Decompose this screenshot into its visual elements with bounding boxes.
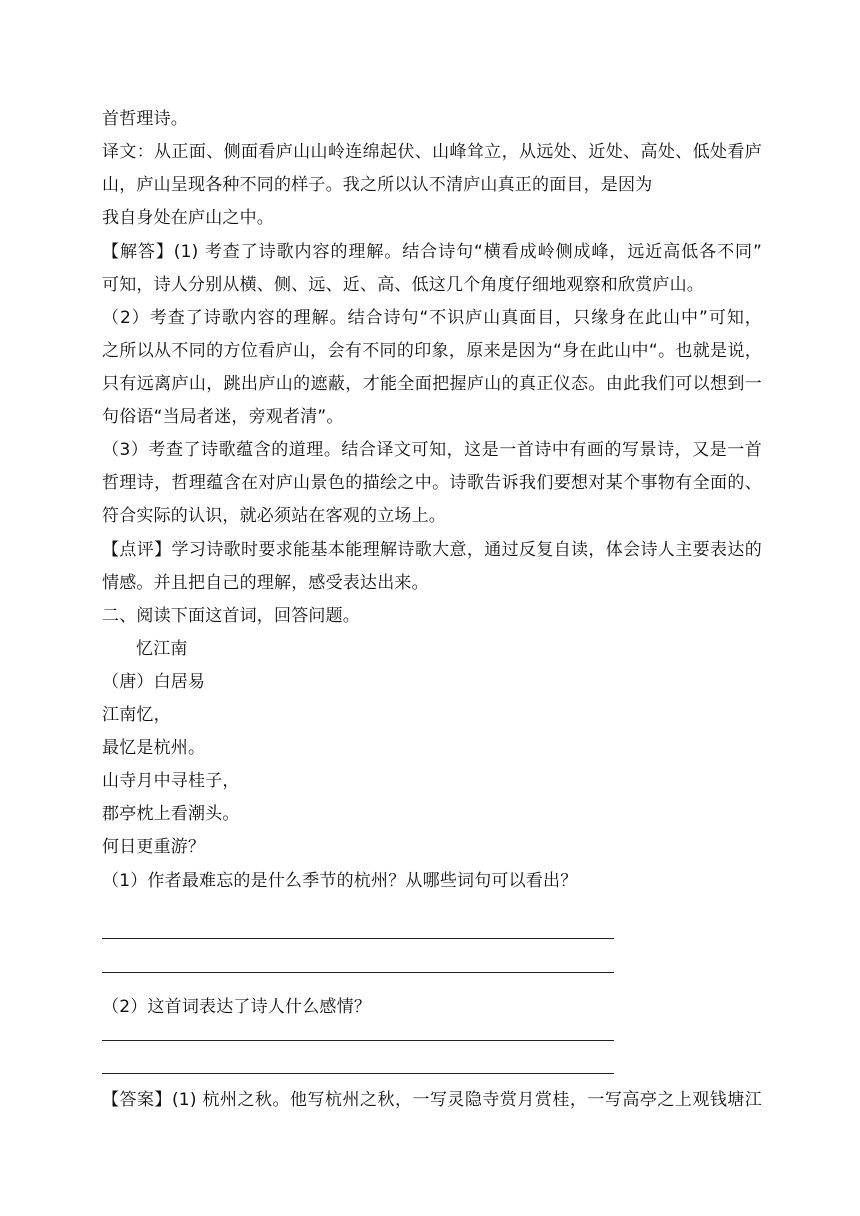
poem-line: 山寺月中寻桂子，	[102, 771, 240, 791]
poem-line: 江南忆，	[102, 705, 171, 725]
answer-blank-line	[102, 972, 614, 973]
translation-line: 我自身处在庐山之中。	[102, 208, 274, 228]
solution-line: 只有远离庐山，跳出庐山的遮蔽，才能全面把握庐山的真正仪态。由此我们可以想到一	[102, 374, 762, 394]
solution-line: （3）考查了诗歌蕴含的道理。结合译文可知，这是一首诗中有画的写景诗，又是一首	[102, 440, 762, 460]
solution-line: 【解答】(1) 考查了诗歌内容的理解。结合诗句“横看成岭侧成峰，远近高低各不同”	[102, 242, 762, 262]
section-heading: 二、阅读下面这首词，回答问题。	[102, 606, 360, 626]
answer-blank-line	[102, 938, 614, 939]
solution-line: （2）考查了诗歌内容的理解。结合诗句“不识庐山真面目，只缘身在此山中”可知，	[102, 308, 762, 328]
solution-line: 哲理诗，哲理蕴含在对庐山景色的描绘之中。诗歌告诉我们要想对某个事物有全面的、	[102, 473, 762, 493]
solution-line: 可知，诗人分别从横、侧、远、近、高、低这几个角度仔细地观察和欣赏庐山。	[102, 275, 704, 295]
answer-blank-line	[102, 1040, 614, 1041]
poem-line: 郡亭枕上看潮头。	[102, 804, 240, 824]
text-line: 首哲理诗。	[102, 109, 188, 129]
poem-line: 最忆是杭州。	[102, 738, 206, 758]
translation-line: 译文：从正面、侧面看庐山山岭连绵起伏、山峰耸立，从远处、近处、高处、低处看庐	[102, 142, 762, 162]
solution-line: 符合实际的认识，就必须站在客观的立场上。	[102, 506, 446, 526]
comment-line: 【点评】学习诗歌时要求能基本能理解诗歌大意，通过反复自读，体会诗人主要表达的	[102, 540, 762, 560]
question-2: （2）这首词表达了诗人什么感情？	[102, 997, 372, 1017]
poem-author: （唐）白居易	[102, 672, 206, 692]
solution-line: 句俗语“当局者迷，旁观者清”。	[102, 407, 344, 427]
comment-line: 情感。并且把自己的理解，感受表达出来。	[102, 573, 429, 593]
translation-line: 山，庐山呈现各种不同的样子。我之所以认不清庐山真正的面目，是因为	[102, 175, 653, 195]
poem-line: 何日更重游？	[102, 837, 206, 857]
answer-blank-line	[102, 1073, 614, 1074]
solution-line: 之所以从不同的方位看庐山，会有不同的印象，原来是因为“身在此山中“。也就是说，	[102, 341, 762, 361]
poem-title: 忆江南	[136, 639, 188, 659]
question-1: （1）作者最难忘的是什么季节的杭州？从哪些词句可以看出？	[102, 871, 578, 891]
answer-line: 【答案】(1) 杭州之秋。他写杭州之秋，一写灵隐寺赏月赏桂，一写高亭之上观钱塘江	[102, 1090, 762, 1110]
